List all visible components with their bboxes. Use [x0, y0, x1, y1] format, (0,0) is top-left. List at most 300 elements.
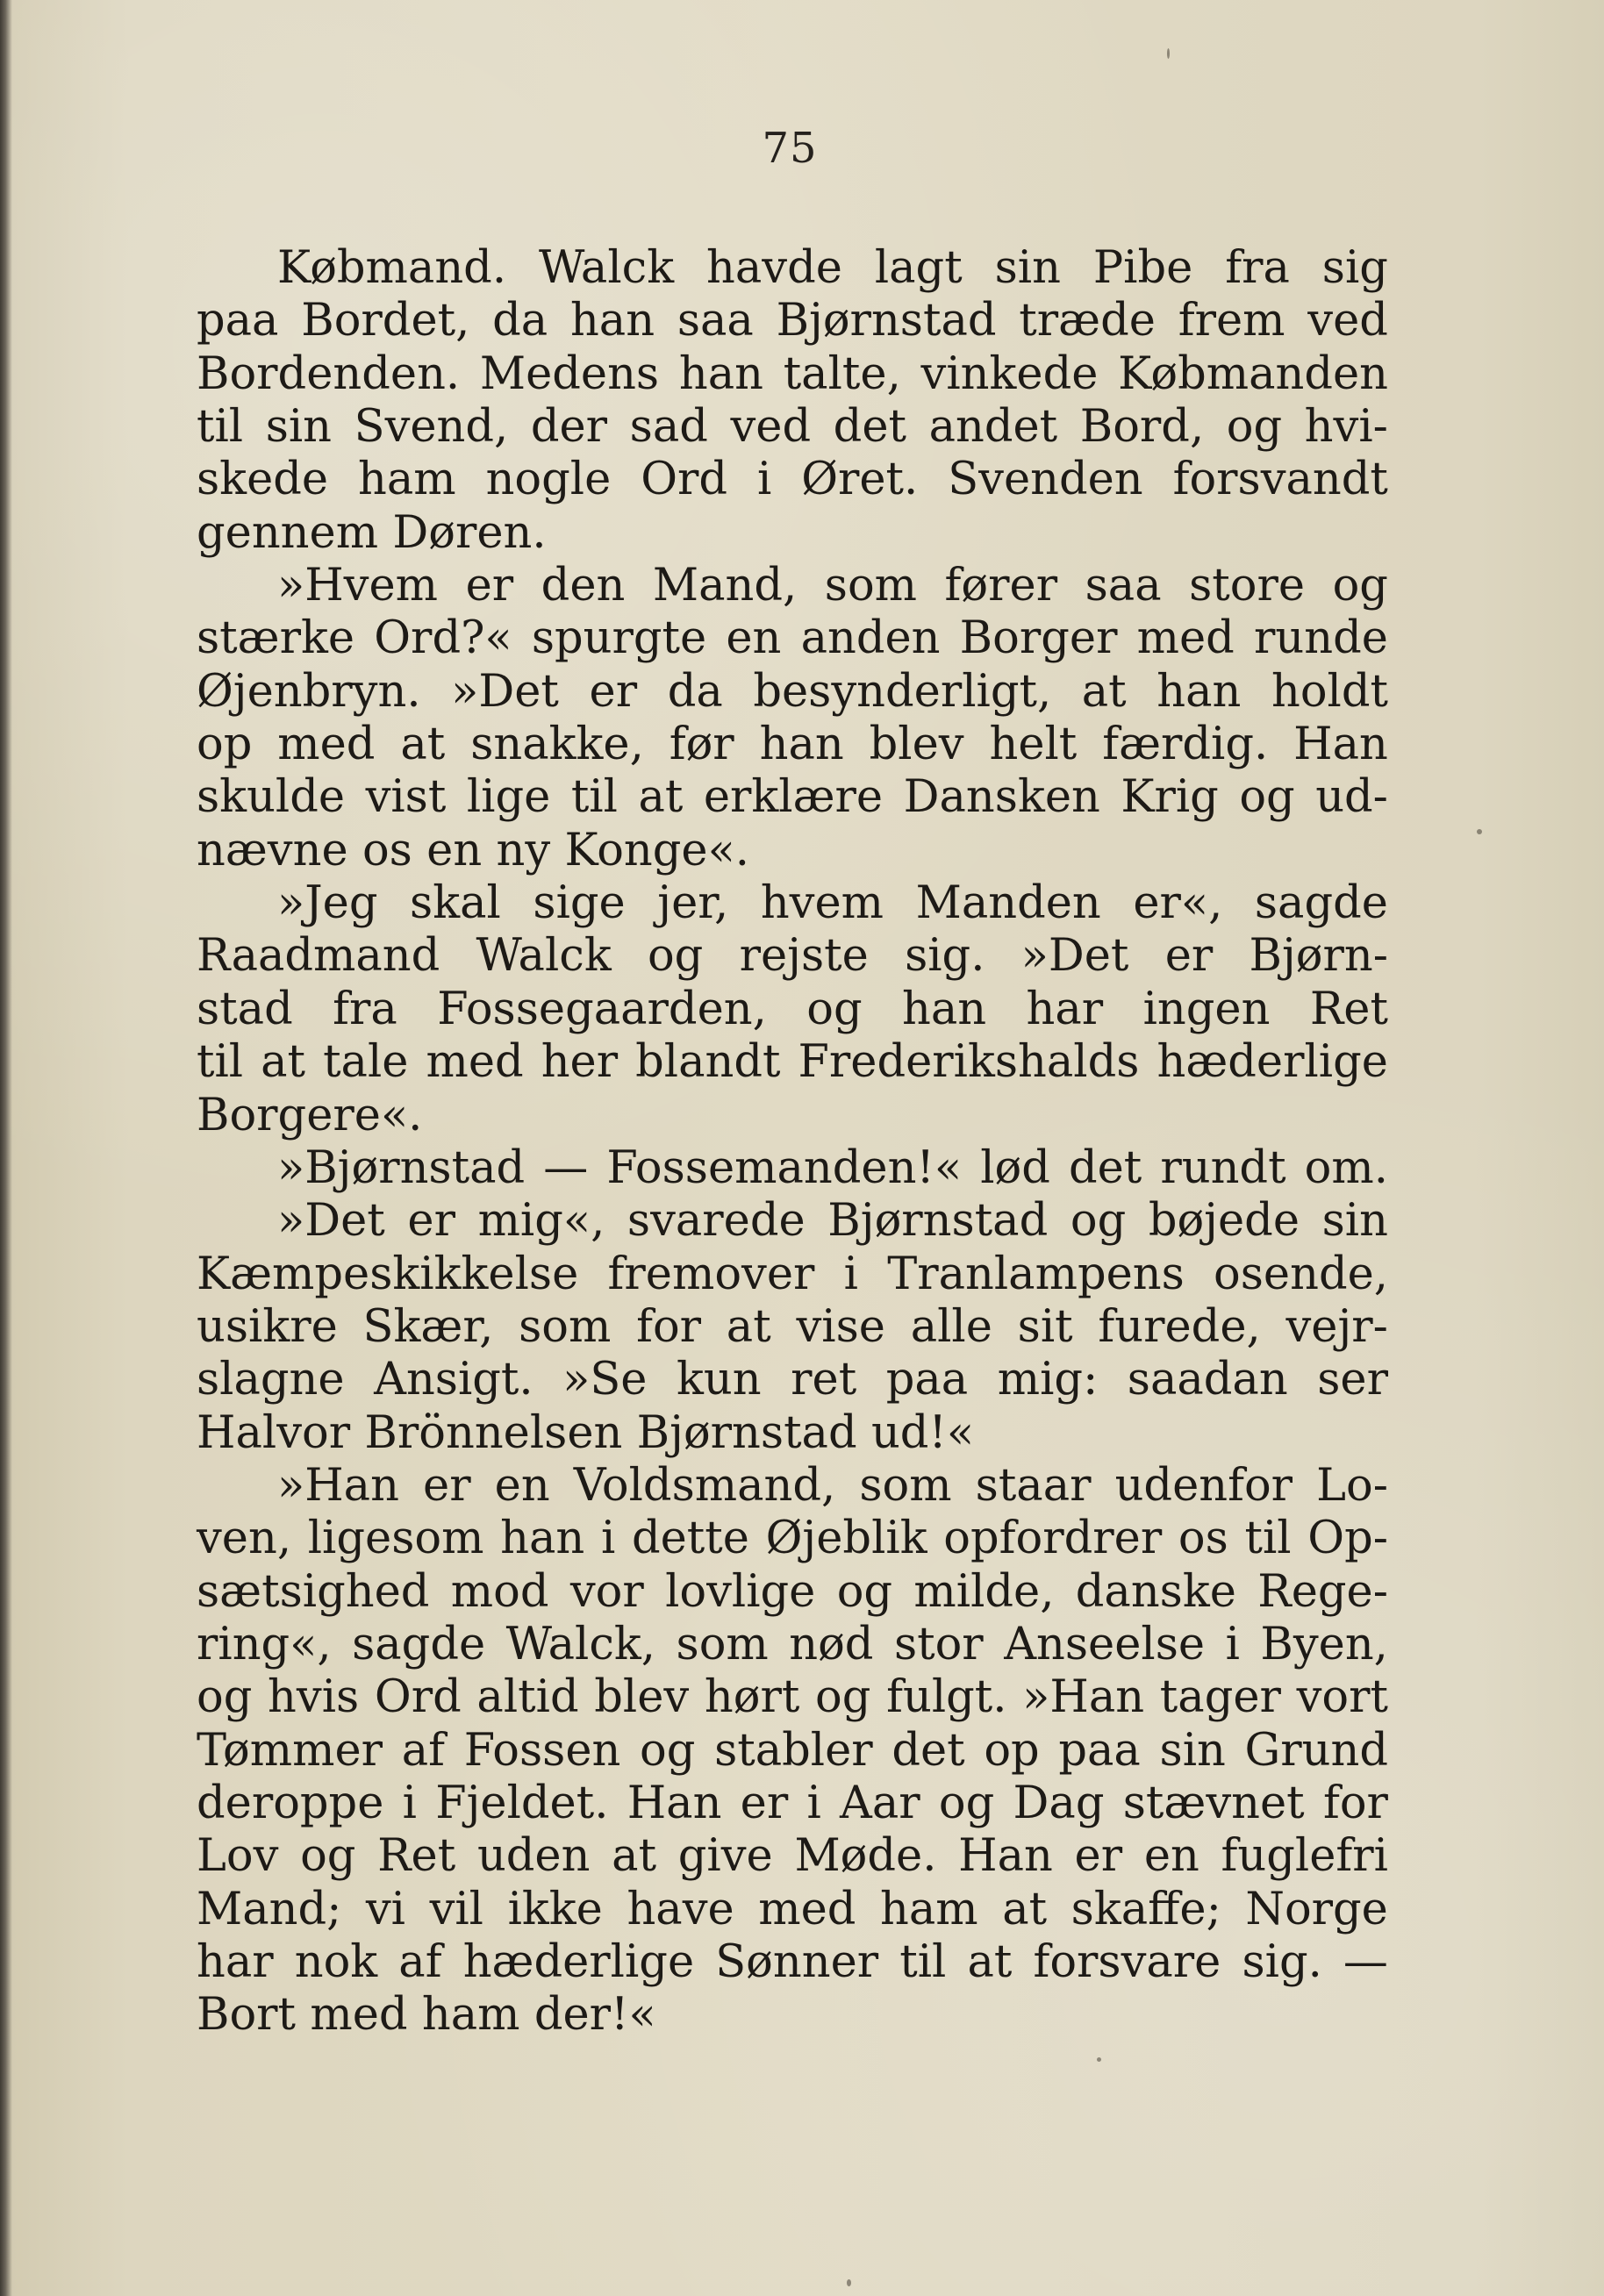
text-word: hvis — [268, 1671, 360, 1724]
text-word: uden — [476, 1830, 591, 1883]
text-word: som — [859, 1459, 952, 1512]
text-word: give — [677, 1830, 773, 1883]
text-word: Fjeldet. — [435, 1777, 609, 1829]
text-word: skal — [410, 877, 501, 930]
text-line — [197, 1989, 1388, 2042]
text-word: stabler — [714, 1724, 873, 1777]
text-word: vejr- — [1285, 1300, 1388, 1353]
text-word: blev — [594, 1671, 690, 1724]
text-word: der!« — [533, 1989, 656, 2042]
text-line — [197, 612, 1388, 665]
text-word: staar — [975, 1459, 1092, 1512]
text-word: »Bjørnstad — [277, 1141, 526, 1194]
text-word: han — [569, 295, 655, 347]
text-line — [197, 1036, 1388, 1089]
text-word: Ord — [374, 1671, 462, 1724]
text-word: i — [600, 1513, 616, 1565]
text-word: osende, — [1214, 1248, 1388, 1300]
text-word: vise — [796, 1300, 885, 1353]
text-word: hvi- — [1304, 401, 1388, 454]
text-word: Aar — [840, 1777, 920, 1829]
text-word: er — [1164, 930, 1214, 983]
text-word: er«, — [1133, 877, 1223, 930]
text-line — [197, 1936, 1388, 1989]
text-word: Op- — [1307, 1513, 1388, 1565]
text-word: ham — [880, 1883, 978, 1935]
text-word: mig«, — [477, 1195, 605, 1248]
text-word: deroppe — [197, 1777, 384, 1829]
text-line — [197, 348, 1388, 401]
text-word: til — [1244, 1513, 1292, 1565]
text-line — [197, 666, 1388, 719]
text-word: med — [310, 1989, 408, 2042]
text-word: i — [402, 1777, 417, 1829]
text-word: sige — [533, 877, 626, 930]
text-word: Frederikshalds — [798, 1036, 1140, 1089]
text-word: runde — [1254, 612, 1388, 665]
text-line — [197, 560, 1388, 612]
text-word: saa — [677, 295, 754, 347]
text-word: Kæmpeskikkelse — [197, 1248, 579, 1300]
text-word: i — [843, 1248, 858, 1300]
text-word: med — [758, 1883, 856, 1935]
text-word: Bjørnstad — [827, 1195, 1049, 1248]
text-word: at — [638, 771, 684, 824]
text-word: frem — [1178, 295, 1285, 347]
text-word: hæderlige — [462, 1936, 695, 1988]
text-word: i — [1225, 1618, 1240, 1670]
text-word: »Det — [451, 665, 559, 718]
text-word: og — [836, 1565, 893, 1618]
text-word: Ret — [377, 1830, 456, 1883]
text-word: Manden — [915, 877, 1101, 930]
text-word: os — [362, 824, 412, 876]
text-word: Borgere«. — [197, 1089, 423, 1141]
text-word: Raadmand — [197, 930, 440, 983]
text-line — [197, 877, 1388, 930]
paper-speck — [1097, 2057, 1101, 2062]
text-word: om. — [1304, 1141, 1388, 1194]
text-word: fra — [333, 983, 397, 1035]
text-word: er — [1074, 1830, 1123, 1883]
text-word: erklære — [703, 771, 884, 824]
text-word: Pibe — [1092, 242, 1193, 294]
text-word: blev — [869, 719, 964, 771]
text-word: en — [426, 824, 483, 876]
text-line — [197, 1195, 1388, 1248]
text-word: Walck, — [505, 1618, 656, 1670]
text-word: ret — [791, 1354, 857, 1406]
text-line — [197, 1248, 1388, 1301]
text-line — [197, 1513, 1388, 1565]
text-word: — — [1343, 1936, 1388, 1988]
paper-speck — [1167, 48, 1170, 59]
text-line — [197, 1671, 1388, 1724]
text-word: hæderlige — [1156, 1036, 1388, 1089]
text-word: det — [892, 1724, 965, 1777]
text-word: og — [815, 1671, 871, 1724]
text-line — [197, 1301, 1388, 1354]
page-number: 75 — [762, 124, 818, 173]
text-word: fremover — [607, 1248, 815, 1300]
text-word: »Hvem — [277, 560, 439, 612]
text-word: Øret. — [801, 454, 919, 506]
text-word: fra — [1225, 242, 1290, 294]
text-word: svarede — [627, 1195, 806, 1248]
text-word: saadan — [1127, 1354, 1288, 1406]
text-word: lagt — [874, 242, 963, 294]
text-word: af — [401, 1724, 446, 1777]
text-word: ud- — [1315, 771, 1388, 824]
text-word: han — [1156, 665, 1242, 718]
text-word: ingen — [1142, 983, 1271, 1035]
text-word: ring«, — [197, 1618, 332, 1670]
text-word: da — [667, 665, 723, 718]
text-line — [197, 454, 1388, 506]
text-word: før — [669, 719, 734, 771]
text-word: og — [1332, 560, 1388, 612]
text-word: sin — [994, 242, 1061, 294]
text-word: sin — [1159, 1724, 1226, 1777]
text-word: er — [740, 1777, 789, 1829]
text-word: Bordenden. — [197, 347, 461, 400]
text-word: fulgt. — [886, 1671, 1007, 1724]
text-word: sad — [629, 401, 708, 454]
text-word: Fossegaarden, — [437, 983, 767, 1035]
text-line — [197, 1090, 1388, 1142]
text-word: er — [423, 1459, 471, 1512]
text-word: sig. — [905, 930, 985, 983]
text-word: hvem — [760, 877, 884, 930]
text-word: og — [197, 1671, 253, 1724]
text-line — [197, 295, 1388, 347]
text-word: talte, — [783, 347, 901, 400]
text-word: han — [500, 1513, 585, 1565]
text-word: hørt — [704, 1671, 800, 1724]
text-word: den — [541, 560, 626, 612]
text-word: andet — [928, 401, 1058, 454]
text-word: for — [636, 1300, 702, 1353]
text-word: Ret — [1309, 983, 1388, 1035]
body-text — [197, 242, 1388, 2042]
text-word: Han — [958, 1830, 1053, 1883]
text-word: Lov — [197, 1830, 279, 1883]
text-line — [197, 507, 1388, 560]
text-word: Grund — [1244, 1724, 1388, 1777]
text-word: »Det — [1020, 930, 1129, 983]
text-word: skede — [197, 454, 329, 506]
text-word: med — [426, 1036, 524, 1089]
text-word: at — [1081, 665, 1127, 718]
text-word: Ord?« — [374, 612, 512, 665]
text-word: Krig — [1121, 771, 1219, 824]
text-word: Byen, — [1260, 1618, 1388, 1670]
text-word: og — [1239, 771, 1295, 824]
text-word: kun — [677, 1354, 762, 1406]
text-word: vil — [429, 1883, 483, 1935]
text-line — [197, 1142, 1388, 1195]
text-word: ven, — [197, 1513, 292, 1565]
text-word: nævne — [197, 824, 348, 876]
text-word: og — [640, 1724, 696, 1777]
text-word: sit — [1017, 1300, 1073, 1353]
text-word: ved — [730, 401, 812, 454]
text-word: som — [519, 1300, 612, 1353]
text-word: sig — [1321, 242, 1388, 294]
text-word: Sønner — [715, 1936, 879, 1988]
text-word: bøjede — [1148, 1195, 1300, 1248]
text-word: skaffe; — [1071, 1883, 1221, 1935]
text-word: gennem — [197, 506, 379, 559]
text-word: Voldsmand, — [573, 1459, 836, 1512]
text-line — [197, 1566, 1388, 1619]
text-word: Rege- — [1257, 1565, 1388, 1618]
text-word: sin — [265, 401, 333, 454]
text-word: færdig. — [1102, 719, 1269, 771]
text-word: til — [570, 771, 618, 824]
text-word: som — [824, 560, 918, 612]
text-word: furede, — [1098, 1300, 1261, 1353]
text-word: store — [1189, 560, 1306, 612]
text-word: da — [492, 295, 548, 347]
text-word: jer, — [657, 877, 729, 930]
text-word: Tranlampens — [887, 1248, 1185, 1300]
text-word: Øjeblik — [765, 1513, 927, 1565]
text-word: for — [1322, 1777, 1388, 1829]
text-word: Anseelse — [1004, 1618, 1206, 1670]
text-word: stor — [893, 1618, 984, 1670]
text-word: vor — [569, 1565, 644, 1618]
text-word: og — [1226, 401, 1283, 454]
text-word: rundt — [1160, 1141, 1286, 1194]
text-word: sætsighed — [197, 1565, 430, 1618]
text-word: vi — [365, 1883, 405, 1935]
text-word: »Jeg — [277, 877, 378, 930]
text-word: Han — [627, 1777, 722, 1829]
text-word: have — [627, 1883, 734, 1935]
text-word: havde — [706, 242, 842, 294]
text-word: besynderligt, — [753, 665, 1052, 718]
text-word: at — [261, 1036, 306, 1089]
text-word: dette — [631, 1513, 749, 1565]
text-word: sin — [1321, 1195, 1388, 1248]
text-word: og — [938, 1777, 995, 1829]
text-word: nød — [789, 1618, 874, 1670]
text-line — [197, 1830, 1388, 1883]
text-word: Tømmer — [197, 1724, 383, 1777]
text-word: det — [833, 401, 906, 454]
text-word: mig: — [997, 1354, 1099, 1406]
text-word: sig. — [1242, 1936, 1322, 1988]
text-word: Konge«. — [564, 824, 749, 876]
text-word: han — [678, 347, 763, 400]
text-word: forsvandt — [1172, 454, 1388, 506]
text-word: Dag — [1013, 1777, 1105, 1829]
text-word: af — [398, 1936, 442, 1988]
text-word: Bjørnstad — [776, 295, 997, 347]
text-word: op — [197, 719, 253, 771]
text-line — [197, 1777, 1388, 1830]
text-word: tager — [1159, 1671, 1281, 1724]
text-word: Borger — [959, 612, 1118, 665]
text-word: skulde — [197, 771, 346, 824]
text-word: paa — [885, 1354, 969, 1406]
text-word: fører — [944, 560, 1058, 612]
text-word: stærke — [197, 612, 355, 665]
text-line — [197, 1884, 1388, 1936]
text-word: sagde — [352, 1618, 486, 1670]
text-word: en — [726, 612, 782, 665]
text-word: alle — [910, 1300, 992, 1353]
text-word: ser — [1317, 1354, 1388, 1406]
text-word: — — [543, 1141, 589, 1194]
text-word: en — [494, 1459, 550, 1512]
text-word: vort — [1296, 1671, 1388, 1724]
text-word: forsvare — [1033, 1936, 1221, 1988]
text-word: Mand, — [652, 560, 798, 612]
paper-speck — [847, 2279, 851, 2286]
text-line — [197, 983, 1388, 1036]
text-word: os — [1178, 1513, 1228, 1565]
text-word: Møde. — [794, 1830, 937, 1883]
text-word: snakke, — [470, 719, 644, 771]
text-word: Fossen — [463, 1724, 621, 1777]
text-word: Købmand. — [277, 242, 507, 294]
text-word: Bord, — [1079, 401, 1205, 454]
text-word: Skær, — [362, 1300, 494, 1353]
text-line — [197, 1460, 1388, 1513]
text-word: og — [300, 1830, 356, 1883]
text-word: nok — [294, 1936, 378, 1988]
text-word: at — [612, 1830, 657, 1883]
text-word: Bort — [197, 1989, 297, 2042]
text-word: at — [1002, 1883, 1048, 1935]
text-line — [197, 401, 1388, 454]
text-word: udenfor — [1114, 1459, 1293, 1512]
text-word: »Han — [1022, 1671, 1145, 1724]
text-word: Svenden — [948, 454, 1143, 506]
text-word: har — [1026, 983, 1104, 1035]
text-word: Ansigt. — [374, 1354, 533, 1406]
text-word: helt — [989, 719, 1078, 771]
text-line — [197, 719, 1388, 771]
text-word: har — [197, 1936, 274, 1988]
text-word: i — [756, 454, 772, 506]
text-word: der — [530, 401, 608, 454]
text-word: opfordrer — [943, 1513, 1163, 1565]
text-word: at — [726, 1300, 771, 1353]
text-word: sagde — [1254, 877, 1388, 930]
text-word: at — [967, 1936, 1013, 1988]
text-word: med — [1136, 612, 1235, 665]
text-line — [197, 930, 1388, 983]
text-word: til — [197, 401, 244, 454]
text-word: Walck — [476, 930, 612, 983]
text-word: anden — [800, 612, 941, 665]
text-word: milde, — [913, 1565, 1055, 1618]
text-word: Bjørn- — [1249, 930, 1388, 983]
text-word: er — [589, 665, 638, 718]
text-word: stad — [197, 983, 293, 1035]
text-word: ligesom — [307, 1513, 484, 1565]
text-word: danske — [1075, 1565, 1236, 1618]
text-word: fuglefri — [1221, 1830, 1388, 1883]
text-line — [197, 1407, 1388, 1460]
text-word: »Han — [277, 1459, 399, 1512]
text-word: ham — [358, 454, 456, 506]
text-word: altid — [476, 1671, 579, 1724]
text-word: Bordet, — [301, 295, 470, 347]
paper-speck — [1477, 829, 1482, 834]
text-word: til — [197, 1036, 244, 1089]
text-word: paa — [197, 295, 279, 347]
text-word: han — [902, 983, 987, 1035]
text-word: op — [984, 1724, 1040, 1777]
text-line — [197, 825, 1388, 877]
text-word: Købmanden — [1118, 347, 1388, 400]
text-word: Svend, — [354, 401, 509, 454]
text-word: Bjørnstad — [636, 1406, 857, 1459]
text-word: nogle — [485, 454, 612, 506]
text-word: Lo- — [1316, 1459, 1388, 1512]
text-word: Øjenbryn. — [197, 665, 421, 718]
text-line — [197, 1725, 1388, 1777]
text-word: Han — [1293, 719, 1388, 771]
text-word: »Det — [277, 1195, 385, 1248]
text-word: Medens — [479, 347, 660, 400]
text-line — [197, 1619, 1388, 1671]
text-word: som — [676, 1618, 769, 1670]
text-word: spurgte — [531, 612, 707, 665]
text-word: i — [806, 1777, 821, 1829]
text-word: Fossemanden!« — [606, 1141, 963, 1194]
text-line — [197, 771, 1388, 824]
text-word: usikre — [197, 1300, 338, 1353]
text-word: blandt — [635, 1036, 781, 1089]
text-word: at — [400, 719, 446, 771]
text-word: Brönnelsen — [364, 1406, 623, 1459]
text-word: lød — [980, 1141, 1050, 1194]
text-word: ikke — [507, 1883, 603, 1935]
text-word: og — [1070, 1195, 1127, 1248]
text-word: rejste — [739, 930, 869, 983]
text-word: saa — [1085, 560, 1162, 612]
text-word: Ord — [641, 454, 728, 506]
text-word: ham — [421, 1989, 520, 2042]
text-word: Dansken — [903, 771, 1100, 824]
text-word: lige — [466, 771, 551, 824]
page-binding-edge — [0, 0, 12, 2296]
text-word: og — [647, 930, 704, 983]
text-word: ud!« — [870, 1406, 975, 1459]
text-word: Halvor — [197, 1406, 351, 1459]
text-word: tale — [323, 1036, 409, 1089]
text-word: Norge — [1245, 1883, 1388, 1935]
text-word: paa — [1058, 1724, 1141, 1777]
text-word: Walck — [538, 242, 675, 294]
text-word: vinkede — [920, 347, 1099, 400]
text-word: med — [277, 719, 376, 771]
text-word: lovlige — [665, 1565, 816, 1618]
text-word: »Se — [562, 1354, 648, 1406]
text-word: mod — [450, 1565, 549, 1618]
text-word: her — [541, 1036, 619, 1089]
text-word: træde — [1019, 295, 1156, 347]
text-word: og — [806, 983, 863, 1035]
text-word: til — [899, 1936, 947, 1988]
text-word: ny — [496, 824, 551, 876]
text-word: vist — [365, 771, 447, 824]
